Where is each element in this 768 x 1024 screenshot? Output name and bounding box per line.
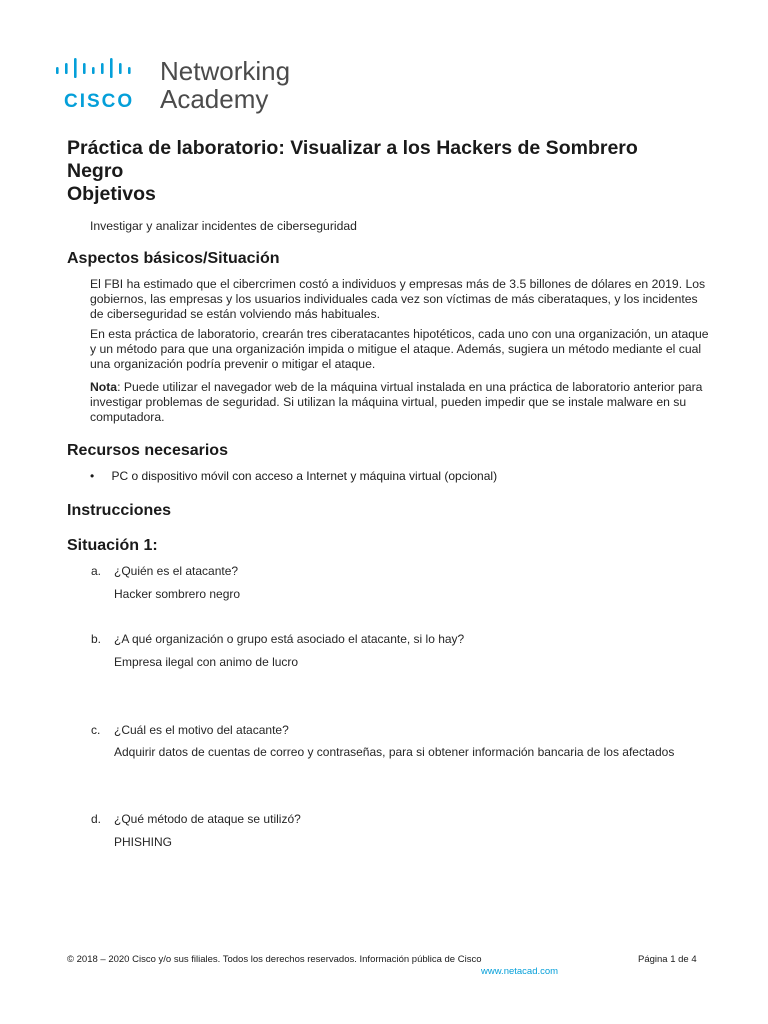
question-c-letter: c. <box>91 723 101 737</box>
logo-line-networking: Networking <box>160 56 291 86</box>
aspectos-paragraph-1: El FBI ha estimado que el cibercrimen costó a individuos y empresas más de 3.5 billones de dólares en 2019. Los gobiernos, las empresas y los usuarios individuales cada vez son víctimas de más ciberataques, y los incidentes de ciberseguridad se están volviendo más habituales. <box>90 277 706 321</box>
recurso-item-text: PC o dispositivo móvil con acceso a Internet y máquina virtual (opcional) <box>111 469 498 483</box>
cisco-wordmark: CISCO <box>64 91 135 112</box>
page-title <box>67 137 707 206</box>
aspectos-paragraph-2: En esta práctica de laboratorio, crearán tres ciberatacantes hipotéticos, cada uno con una organización, un ataque y un método para que una organización impida o mitigue el ataque. Además, sugiera un método mediante el cual una organización podría prevenir o mitigar el ataque. <box>90 327 709 371</box>
objetivos-heading: Objetivos <box>67 183 156 205</box>
list-item <box>90 469 497 483</box>
note-label: Nota <box>90 380 118 394</box>
footer-copyright: © 2018 – 2020 Cisco y/o sus filiales. Todos los derechos reservados. Información pública de Cisco <box>67 954 482 965</box>
question-a-text: ¿Quién es el atacante? <box>114 564 239 578</box>
footer-netacad-link[interactable]: www.netacad.com <box>481 966 559 977</box>
aspectos-heading: Aspectos básicos/Situación <box>67 250 280 267</box>
question-d-letter: d. <box>91 812 102 826</box>
answer-c[interactable]: Adquirir datos de cuentas de correo y contraseñas, para si obtener información bancaria de los afectados <box>114 745 675 759</box>
networking-academy-wordmark <box>160 57 290 113</box>
instrucciones-heading: Instrucciones <box>67 502 172 519</box>
question-b-text: ¿A qué organización o grupo está asociado el atacante, si lo hay? <box>114 632 465 646</box>
footer-page-number: Página 1 de 4 <box>638 954 697 965</box>
answer-a[interactable]: Hacker sombrero negro <box>114 587 241 601</box>
aspectos-note <box>90 380 710 425</box>
logo-line-academy: Academy <box>160 84 269 114</box>
question-a-letter: a. <box>91 564 102 578</box>
answer-b[interactable]: Empresa ilegal con animo de lucro <box>114 655 299 669</box>
title-line-1: Práctica de laboratorio: Visualizar a los Hackers de Sombrero <box>67 137 638 159</box>
recursos-heading: Recursos necesarios <box>67 442 228 459</box>
title-line-2: Negro <box>67 160 124 182</box>
situacion-1-heading: Situación 1: <box>67 537 158 554</box>
note-text: : Puede utilizar el navegador web de la máquina virtual instalada en una práctica de laboratorio anterior para investigar problemas de seguridad. Si utilizan la máquina virtual, pueden impedir que se instale malware en su computadora. <box>90 380 703 424</box>
bullet-icon: • <box>90 469 95 483</box>
objetivos-text: Investigar y analizar incidentes de ciberseguridad <box>90 219 357 233</box>
question-d-text: ¿Qué método de ataque se utilizó? <box>114 812 301 826</box>
cisco-bars-icon <box>54 57 144 79</box>
question-c-text: ¿Cuál es el motivo del atacante? <box>114 723 289 737</box>
cisco-networking-academy-logo <box>54 57 314 117</box>
question-b-letter: b. <box>91 632 102 646</box>
answer-d[interactable]: PHISHING <box>114 835 173 849</box>
